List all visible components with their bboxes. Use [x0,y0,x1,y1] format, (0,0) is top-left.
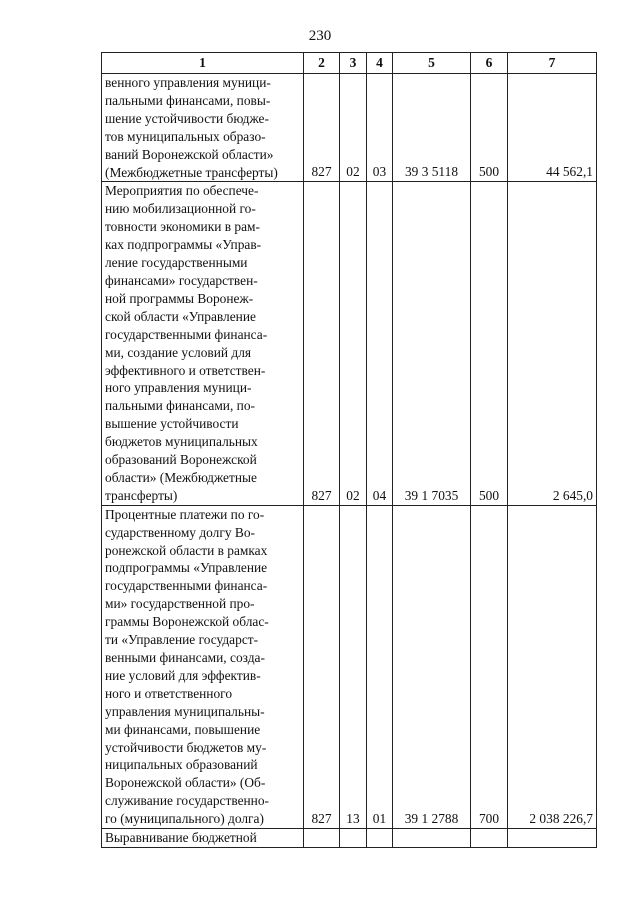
row-description: венного управления муници- пальными финансами, повы- шение устойчивости бюдже- тов муниципальных образо- ваний Воронежской области» (Межбюджетные трансферты) [102,74,304,182]
amount: 44 562,1 [508,74,597,182]
col-header-3: 3 [340,53,367,74]
ministry-code: 827 [304,74,340,182]
ministry-code [304,829,340,848]
col-header-1: 1 [102,53,304,74]
table-row [102,829,597,848]
target-article-code: 39 1 2788 [393,505,471,828]
row-description: Выравнивание бюджетной [102,829,304,848]
section-code [340,829,367,848]
target-article-code: 39 3 5118 [393,74,471,182]
col-header-4: 4 [367,53,393,74]
amount [508,829,597,848]
expense-type-code: 500 [471,182,508,505]
expense-type-code: 500 [471,74,508,182]
target-article-code [393,829,471,848]
header-row [102,53,597,74]
section-code: 13 [340,505,367,828]
target-article-code: 39 1 7035 [393,182,471,505]
row-description: Мероприятия по обеспече- нию мобилизационной го- товности экономики в рам- ках подпрограммы «Управ- ление государственными финансами» государствен- ной программы Воронеж- ской области «Управление государственными финанса- ми, создание условий для эффективного и ответствен- ного управления муници- пальными финансами, по- вышение устойчивости бюджетов муниципальных образований Воронежской области» (Межбюджетные трансферты) [102,182,304,505]
subsection-code: 04 [367,182,393,505]
budget-table [101,52,597,848]
ministry-code: 827 [304,505,340,828]
section-code: 02 [340,74,367,182]
col-header-7: 7 [508,53,597,74]
table-row [102,505,597,828]
col-header-6: 6 [471,53,508,74]
amount: 2 038 226,7 [508,505,597,828]
section-code: 02 [340,182,367,505]
amount: 2 645,0 [508,182,597,505]
subsection-code: 01 [367,505,393,828]
expense-type-code [471,829,508,848]
col-header-2: 2 [304,53,340,74]
subsection-code [367,829,393,848]
table-row [102,182,597,505]
subsection-code: 03 [367,74,393,182]
page-number: 230 [308,28,332,44]
col-header-5: 5 [393,53,471,74]
row-description: Процентные платежи по го- сударственному долгу Во- ронежской области в рамках подпрограммы «Управление государственными финанса- ми» государственной про- граммы Воронежской облас- ти «Управление государст- венными финансами, созда- ние условий для эффектив- ного и ответственного управления муниципальны- ми финансами, повышение устойчивости бюджетов му- ниципальных образований Воронежской области» (Об- служивание государственно- го (муниципального) долга) [102,505,304,828]
table-row [102,74,597,182]
expense-type-code: 700 [471,505,508,828]
ministry-code: 827 [304,182,340,505]
